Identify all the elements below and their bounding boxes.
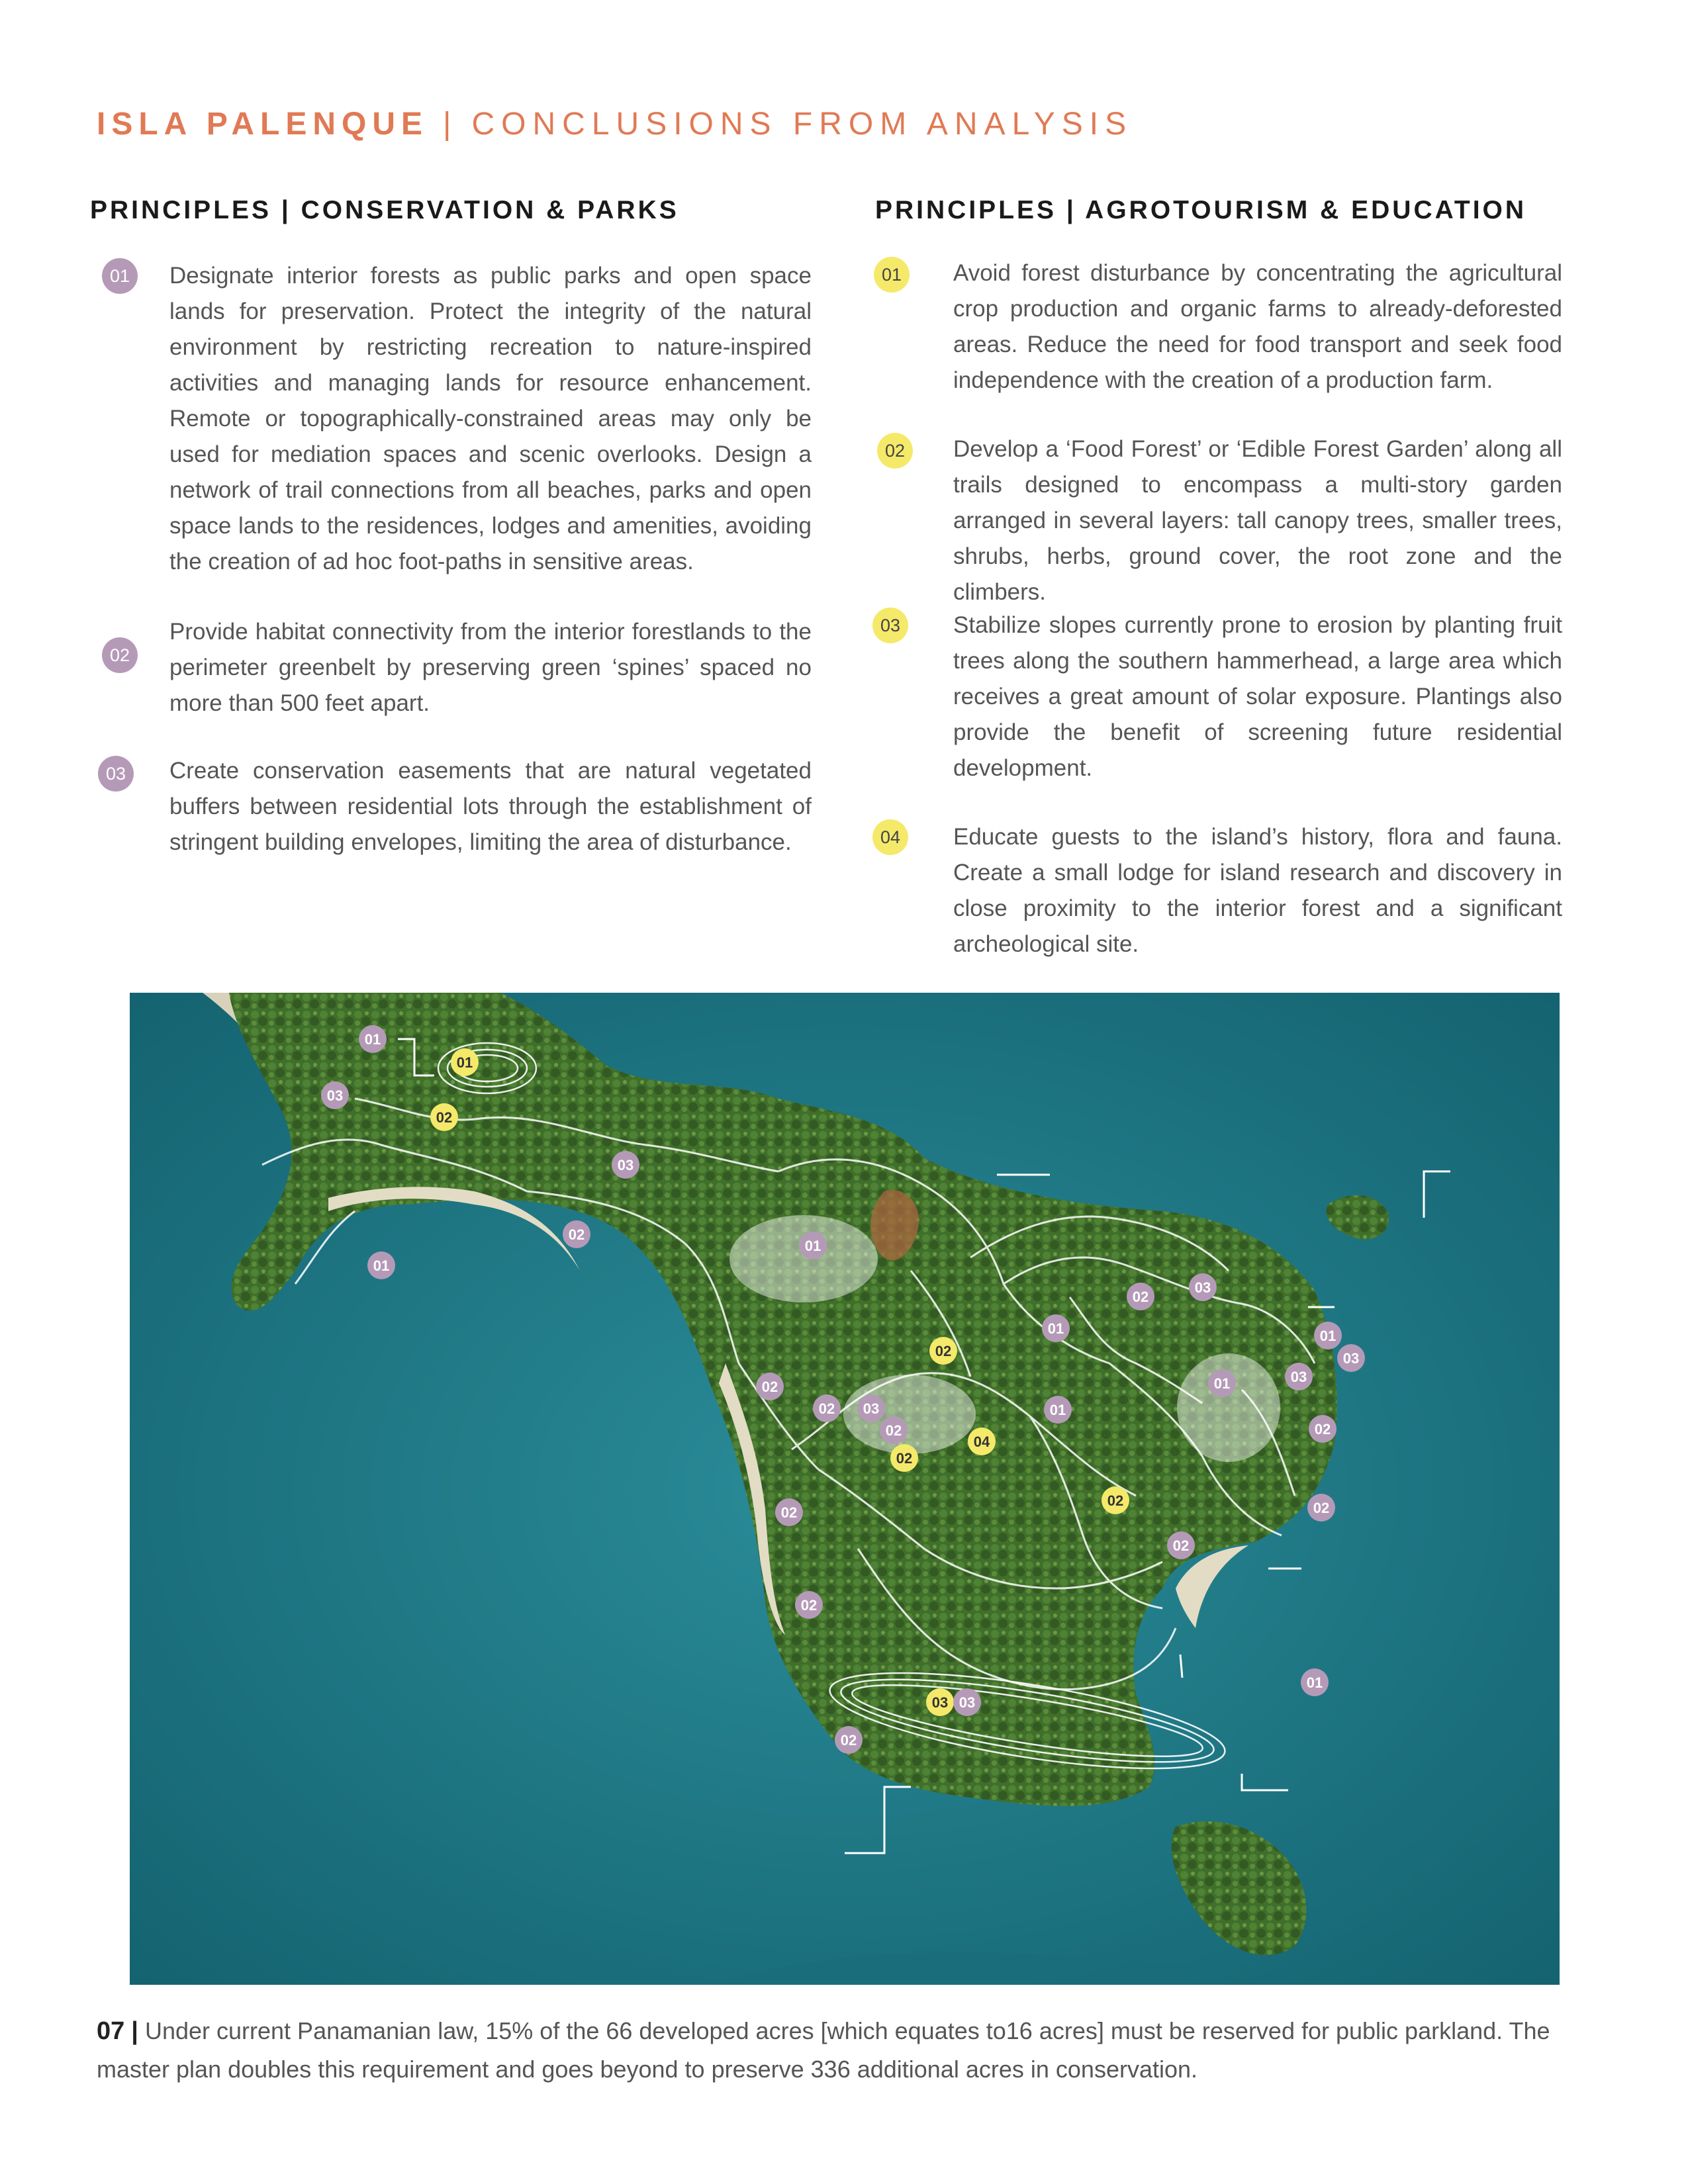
map-marker-label: 01 [1306,1674,1323,1691]
left-item-2-text: Provide habitat connectivity from the interior forestlands to the perimeter greenbelt by preserving green ‘spines’ spaced no more than 500 feet apart. [169,619,812,716]
map-marker-label: 01 [1047,1320,1064,1337]
footer-separator: | [131,2017,138,2045]
map-marker-label: 03 [1290,1369,1307,1385]
map-marker-label: 01 [1319,1328,1336,1344]
left-item-2-badge: 02 [102,637,138,673]
left-item-1-text: Designate interior forests as public parks and open space lands for preservation. Protect the integrity of the natural environment by restricting recreation to nature-inspired activities and managing lands for resource enhancement. Remote or topographically-constrained areas may only be used for mediation spaces and scenic overlooks. Design a network of trail connections from all beaches, parks and open space lands to the residences, lodges and amenities, avoiding the creation of ad hoc foot-paths in sensitive areas. [169,263,812,574]
map-marker-label: 02 [1132,1289,1149,1305]
page-number: 07 [97,2017,125,2045]
map-marker-label: 02 [896,1450,913,1467]
map-marker-label: 01 [456,1054,473,1071]
map-marker-label: 02 [1172,1537,1190,1554]
section-title: CONCLUSIONS FROM ANALYSIS [471,107,1133,142]
map-marker-label: 02 [885,1422,902,1439]
map-marker-label: 02 [780,1504,798,1521]
footer-caption: Under current Panamanian law, 15% of the 66 developed acres [which equates to16 acres] must be reserved for public parkland. The master plan doubles this requirement and goes beyond to preserve 336 additional acres in conservation. [97,2017,1550,2083]
map-marker-label: 02 [1314,1421,1331,1437]
map-marker-label: 01 [1213,1375,1231,1392]
page-title [97,106,1133,142]
left-column-heading: PRINCIPLES | CONSERVATION & PARKS [90,196,679,224]
map-marker-label: 03 [959,1694,976,1711]
left-item-1-badge: 01 [102,258,138,294]
park-area-north [729,1215,878,1302]
map-marker-label: 01 [364,1031,381,1048]
left-item-3-text: Create conservation easements that are natural vegetated buffers between residential lots through the establishment of stringent building envelopes, limiting the area of disturbance. [169,758,812,855]
right-item-3-badge: 03 [872,608,908,643]
map-marker-label: 02 [800,1597,818,1614]
map-marker-label: 03 [1342,1350,1360,1367]
right-item-2-text: Develop a ‘Food Forest’ or ‘Edible Forest Garden’ along all trails designed to encompass a multi-story garden arranged in several layers: tall canopy trees, smaller trees, shrubs, herbs, ground cover, the root zone and the climbers. [953,436,1562,605]
map-marker-label: 02 [761,1379,778,1395]
left-item-3-badge: 03 [98,756,134,792]
right-item-4-badge: 04 [872,819,908,855]
brand-name: ISLA PALENQUE [97,107,429,142]
map-marker-label: 02 [568,1226,585,1243]
island-map-svg [130,993,1560,1985]
map-marker-label: 02 [436,1109,453,1126]
map-marker-label: 03 [931,1694,949,1711]
map-marker-label: 01 [804,1238,821,1254]
map-marker-label: 03 [617,1157,634,1173]
map-marker-label: 02 [1107,1492,1124,1509]
park-area-east [1177,1353,1280,1462]
map-marker-label: 02 [1313,1500,1330,1516]
page-footer [97,2012,1599,2089]
right-column-heading: PRINCIPLES | AGROTOURISM & EDUCATION [875,196,1527,224]
map-marker-label: 02 [935,1343,952,1359]
map-marker-label: 01 [1049,1402,1066,1418]
title-separator: | [443,107,457,142]
map-marker-label: 03 [326,1087,344,1104]
right-item-2-badge: 02 [877,433,913,469]
map-marker-label: 03 [1194,1279,1211,1296]
right-item-3-text: Stabilize slopes currently prone to erosion by planting fruit trees along the southern hammerhead, a large area which receives a great amount of solar exposure. Plantings also provide the benefit of screening future residential development. [953,612,1562,781]
right-item-1-text: Avoid forest disturbance by concentrating the agricultural crop production and organic farms to already-deforested areas. Reduce the need for food transport and seek food independence with the creation of a production farm. [953,260,1562,393]
right-item-1-badge: 01 [874,257,910,293]
map-marker-label: 04 [973,1433,990,1450]
map-marker-label: 01 [373,1257,390,1274]
right-item-4-text: Educate guests to the island’s history, flora and fauna. Create a small lodge for island research and discovery in close proximity to the interior forest and a significant archeological site. [953,824,1562,957]
map-marker-label: 03 [863,1400,880,1417]
island-map [130,993,1560,1985]
map-marker-label: 02 [840,1732,857,1749]
map-marker-label: 02 [818,1400,835,1417]
